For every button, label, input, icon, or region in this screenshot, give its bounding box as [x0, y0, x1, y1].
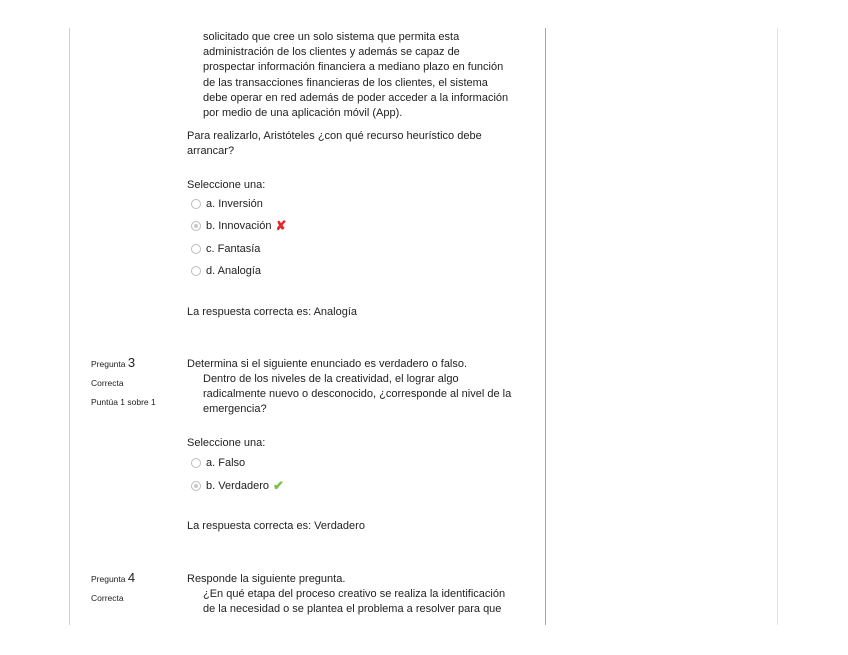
q2-option-c[interactable]: [191, 241, 260, 257]
question-number: 4: [127, 570, 136, 585]
right-border: [777, 28, 778, 625]
scenario-line: prospectar información financiera a mediano plazo en función: [203, 61, 504, 74]
option-label: b. Innovación: [206, 220, 272, 232]
correct-icon: ✔: [273, 478, 284, 493]
question-number: 3: [127, 355, 136, 370]
radio-button[interactable]: [191, 199, 201, 209]
scenario-line: debe operar en red además de poder acceder a la información: [203, 91, 509, 104]
question-2-scenario: [203, 30, 533, 121]
statement-line: Dentro de los niveles de la creatividad, el lograr algo: [203, 373, 459, 385]
question-4-heading: [91, 568, 135, 589]
statement-line: emergencia?: [203, 403, 267, 416]
q2-option-b[interactable]: [191, 218, 286, 234]
question-3-intro: Determina si el siguiente enunciado es verdadero o falso.: [187, 358, 468, 370]
left-border: [69, 28, 70, 625]
question-4-intro: Responde la siguiente pregunta.: [187, 573, 346, 585]
question-4-statement: [203, 587, 533, 617]
content-divider: [545, 28, 546, 625]
incorrect-icon: ✘: [275, 218, 287, 233]
radio-button[interactable]: [191, 244, 201, 254]
scenario-line: administración de los clientes y además se capaz de: [203, 46, 460, 59]
question-state: Correcta: [91, 593, 124, 603]
question-2-feedback: La respuesta correcta es: Analogía: [187, 306, 357, 318]
radio-button-selected[interactable]: [191, 481, 201, 491]
radio-button[interactable]: [191, 266, 201, 276]
q3-option-a[interactable]: [191, 455, 245, 471]
option-label: b. Verdadero: [206, 480, 269, 492]
prompt-line: Para realizarlo, Aristóteles ¿con qué recurso heurístico debe: [187, 130, 482, 142]
radio-button-selected[interactable]: [191, 221, 201, 231]
question-2-prompt: [187, 129, 482, 159]
statement-line: de la necesidad o se plantea el problema a resolver para que: [203, 603, 502, 616]
question-3-select-label: Seleccione una:: [187, 437, 266, 449]
radio-button[interactable]: [191, 458, 201, 468]
q2-option-a[interactable]: [191, 196, 263, 212]
statement-line: ¿En qué etapa del proceso creativo se realiza la identificación: [203, 588, 506, 600]
option-label: a. Falso: [206, 457, 246, 469]
scenario-line: de las transacciones financieras de los clientes, el sistema: [203, 76, 488, 89]
question-grade: Puntúa 1 sobre 1: [91, 397, 156, 407]
prompt-line: arrancar?: [187, 145, 235, 158]
question-label: Pregunta: [91, 359, 126, 369]
question-3-feedback: La respuesta correcta es: Verdadero: [187, 520, 365, 532]
statement-line: radicalmente nuevo o desconocido, ¿corresponde al nivel de la: [203, 388, 512, 401]
question-3-statement: [203, 372, 533, 418]
option-label: d. Analogía: [206, 265, 262, 277]
question-state: Correcta: [91, 378, 124, 388]
question-2-select-label: Seleccione una:: [187, 179, 266, 191]
option-label: c. Fantasía: [206, 243, 261, 255]
q3-option-b[interactable]: [191, 478, 284, 494]
option-label: a. Inversión: [206, 198, 263, 210]
q2-option-d[interactable]: [191, 263, 261, 279]
scenario-line: solicitado que cree un solo sistema que permita esta: [203, 31, 460, 43]
question-4-info: [91, 568, 135, 608]
question-3-heading: [91, 353, 156, 374]
scenario-line: por medio de una aplicación móvil (App).: [203, 107, 403, 120]
question-3-info: [91, 353, 156, 412]
question-label: Pregunta: [91, 574, 126, 584]
